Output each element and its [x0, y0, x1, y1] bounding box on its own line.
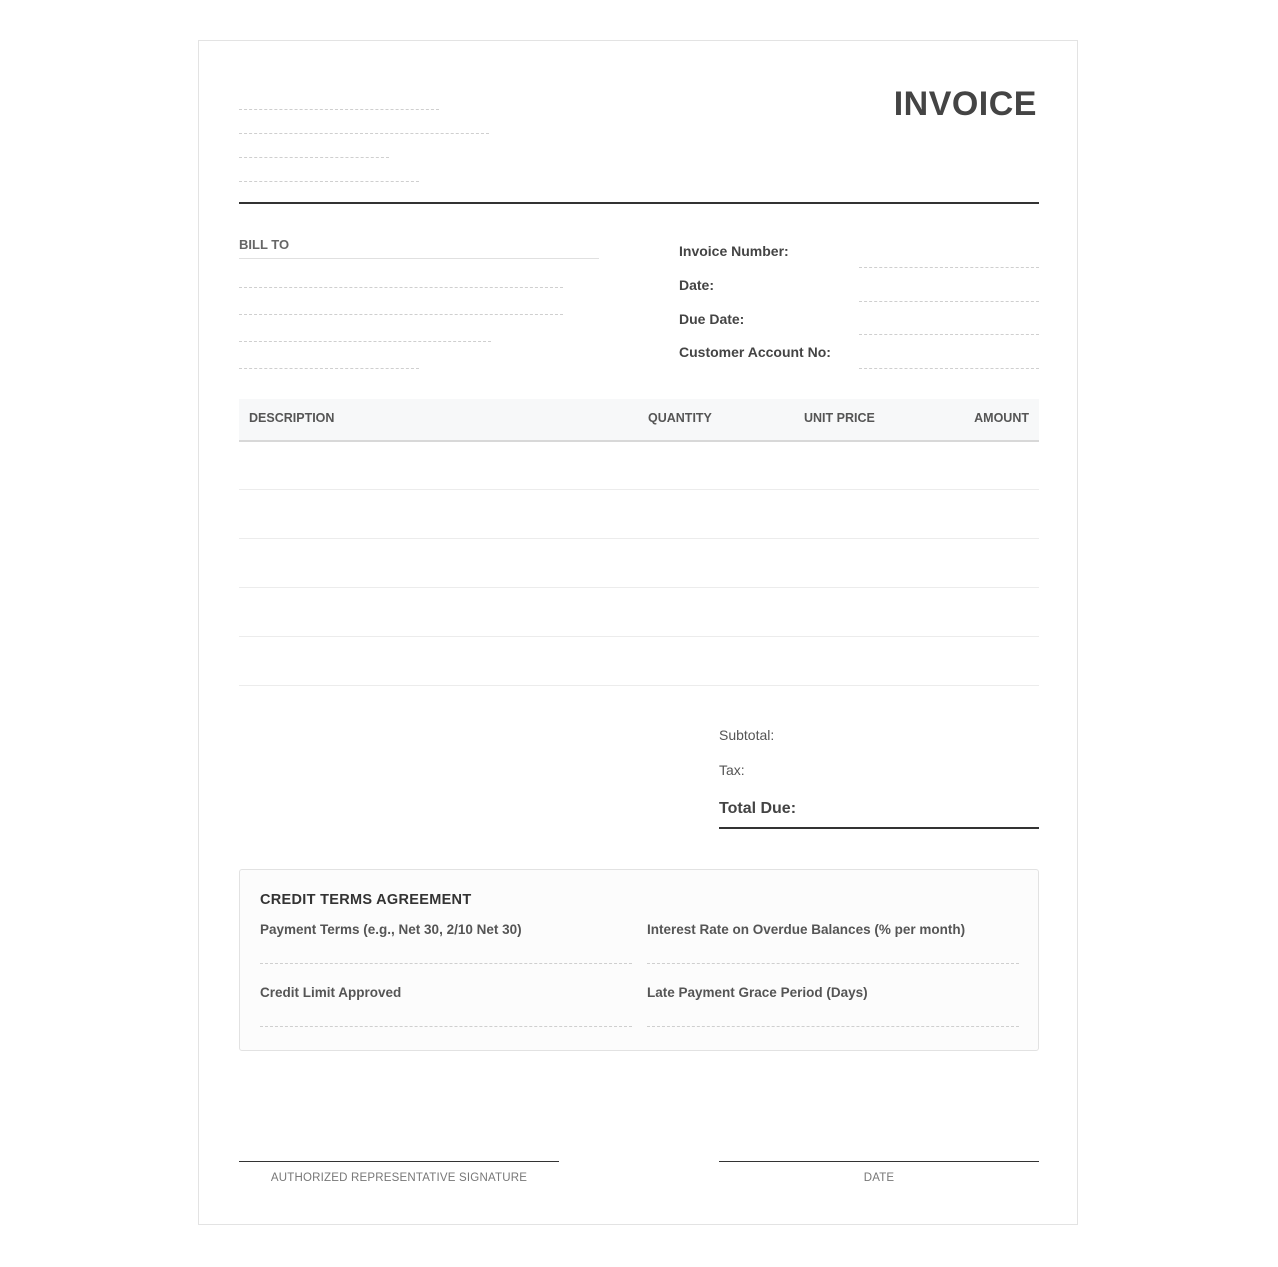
bill-to-heading: BILL TO — [239, 237, 290, 252]
signature-date-line[interactable] — [719, 1161, 1039, 1162]
total-due-label: Total Due: — [719, 800, 797, 817]
total-due-rule — [719, 827, 1039, 829]
subtotal-label: Subtotal: — [719, 727, 775, 743]
customer-account-label: Customer Account No: — [679, 344, 831, 360]
credit-limit-field[interactable] — [260, 1026, 632, 1027]
table-row[interactable] — [239, 636, 1039, 637]
company-line-2[interactable] — [239, 133, 489, 134]
bill-to-divider — [239, 258, 599, 259]
table-header — [239, 399, 1039, 442]
table-row[interactable] — [239, 538, 1039, 539]
invoice-title: INVOICE — [893, 85, 1037, 123]
table-row[interactable] — [239, 685, 1039, 686]
credit-terms-box — [239, 869, 1039, 1051]
column-amount: AMOUNT — [974, 411, 1029, 425]
credit-terms-title: CREDIT TERMS AGREEMENT — [260, 892, 472, 908]
company-line-3[interactable] — [239, 157, 389, 158]
date-label: Date: — [679, 277, 715, 293]
invoice-page — [198, 40, 1078, 1225]
column-unit-price: UNIT PRICE — [804, 411, 875, 425]
column-quantity: QUANTITY — [648, 411, 712, 425]
header-divider — [239, 202, 1039, 204]
bill-to-line-3[interactable] — [239, 341, 491, 342]
company-line-4[interactable] — [239, 181, 419, 182]
due-date-label: Due Date: — [679, 311, 745, 327]
payment-terms-label: Payment Terms (e.g., Net 30, 2/10 Net 30) — [260, 922, 522, 937]
signature-date-label: DATE — [863, 1172, 895, 1184]
signature-label: AUTHORIZED REPRESENTATIVE SIGNATURE — [270, 1172, 528, 1184]
date-field[interactable] — [859, 301, 1039, 302]
column-description: DESCRIPTION — [249, 411, 335, 425]
invoice-number-field[interactable] — [859, 267, 1039, 268]
interest-rate-label: Interest Rate on Overdue Balances (% per month) — [647, 922, 966, 937]
table-row[interactable] — [239, 489, 1039, 490]
table-row[interactable] — [239, 587, 1039, 588]
signature-line[interactable] — [239, 1161, 559, 1162]
interest-rate-field[interactable] — [647, 963, 1019, 964]
bill-to-line-4[interactable] — [239, 368, 419, 369]
payment-terms-field[interactable] — [260, 963, 632, 964]
credit-limit-label: Credit Limit Approved — [260, 985, 402, 1000]
bill-to-line-2[interactable] — [239, 314, 563, 315]
tax-label: Tax: — [719, 762, 745, 778]
grace-period-field[interactable] — [647, 1026, 1019, 1027]
customer-account-field[interactable] — [859, 368, 1039, 369]
grace-period-label: Late Payment Grace Period (Days) — [647, 985, 868, 1000]
bill-to-line-1[interactable] — [239, 287, 563, 288]
company-line-1[interactable] — [239, 109, 439, 110]
invoice-number-label: Invoice Number: — [679, 243, 789, 259]
due-date-field[interactable] — [859, 334, 1039, 335]
